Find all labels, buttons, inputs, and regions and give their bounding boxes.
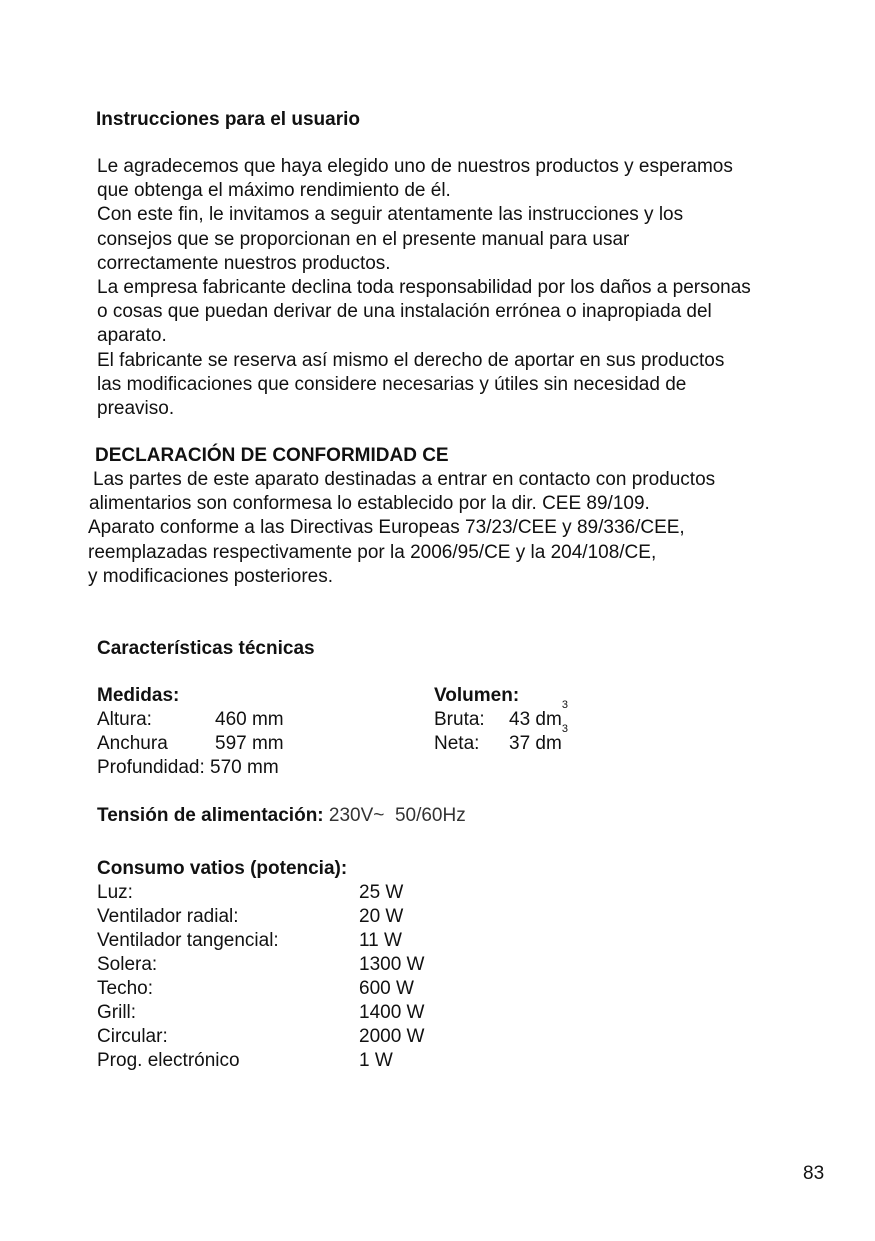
neta-number: 37 dm: [509, 733, 562, 754]
intro-line: que obtenga el máximo rendimiento de él.: [97, 180, 451, 202]
specs-title: Características técnicas: [97, 638, 315, 659]
declaration-line: reemplazadas respectivamente por la 2006/95/CE y la 204/108/CE,: [88, 541, 657, 563]
neta-label: Neta:: [434, 733, 480, 754]
page-number: 83: [803, 1163, 825, 1184]
consumo-label: Solera:: [97, 954, 158, 975]
consumo-heading: Consumo vatios (potencia):: [97, 858, 348, 879]
anchura-value: 597 mm: [215, 733, 284, 754]
consumo-value: 11 W: [359, 930, 402, 951]
neta-value: [509, 723, 568, 756]
tension-value: 230V~ 50/60Hz: [328, 805, 466, 826]
consumo-value: 600 W: [359, 978, 414, 999]
bruta-number: 43 dm: [509, 709, 562, 730]
intro-paragraph: [97, 155, 751, 421]
declaration-line: Aparato conforme a las Directivas Europeas 73/23/CEE y 89/336/CEE,: [88, 517, 685, 539]
bruta-label: Bruta:: [434, 709, 485, 730]
intro-line: aparato.: [97, 325, 167, 347]
intro-line: El fabricante se reserva así mismo el derecho de aportar en sus productos: [97, 349, 725, 371]
neta-exponent: 3: [561, 723, 568, 735]
consumo-label: Luz:: [97, 882, 133, 903]
profundidad: Profundidad: 570 mm: [97, 757, 279, 778]
consumo-label: Techo:: [97, 978, 153, 999]
anchura-label: Anchura: [97, 733, 168, 754]
consumo-value: 2000 W: [359, 1026, 425, 1047]
consumo-value: 1300 W: [359, 954, 425, 975]
altura-value: 460 mm: [215, 709, 284, 730]
intro-line: las modificaciones que considere necesarias y útiles sin necesidad de: [97, 373, 687, 395]
consumo-label: Ventilador tangencial:: [97, 930, 279, 951]
tension-line: [97, 804, 466, 828]
bruta-value: [509, 699, 568, 732]
declaration-title: DECLARACIÓN DE CONFORMIDAD CE: [95, 445, 449, 466]
consumo-value: 1 W: [359, 1050, 393, 1071]
consumo-label: Circular:: [97, 1026, 168, 1047]
declaration-line: y modificaciones posteriores.: [88, 565, 333, 587]
intro-line: correctamente nuestros productos.: [97, 252, 391, 274]
bruta-exponent: 3: [561, 699, 568, 711]
medidas-heading: Medidas:: [97, 685, 180, 706]
volumen-heading: Volumen:: [434, 685, 520, 706]
intro-line: Con este fin, le invitamos a seguir atentamente las instrucciones y los: [97, 204, 684, 226]
intro-line: La empresa fabricante declina toda responsabilidad por los daños a personas: [97, 277, 751, 299]
consumo-value: 1400 W: [359, 1002, 425, 1023]
altura-label: Altura:: [97, 709, 152, 730]
intro-line: consejos que se proporcionan en el presente manual para usar: [97, 228, 630, 250]
declaration-paragraph: [88, 468, 715, 589]
intro-line: preaviso.: [97, 398, 175, 420]
intro-title: Instrucciones para el usuario: [96, 109, 360, 130]
declaration-line: Las partes de este aparato destinadas a entrar en contacto con productos: [93, 469, 716, 490]
consumo-label: Prog. electrónico: [97, 1050, 240, 1071]
consumo-value: 25 W: [359, 882, 404, 903]
tension-label: Tensión de alimentación:: [97, 805, 324, 826]
consumo-label: Grill:: [97, 1002, 137, 1023]
intro-line: o cosas que puedan derivar de una instalación errónea o inapropiada del: [97, 301, 712, 323]
consumo-value: 20 W: [359, 906, 404, 927]
declaration-line: alimentarios son conformesa lo establecido por la dir. CEE 89/109.: [89, 493, 650, 515]
consumo-label: Ventilador radial:: [97, 906, 239, 927]
intro-line: Le agradecemos que haya elegido uno de nuestros productos y esperamos: [97, 156, 733, 177]
